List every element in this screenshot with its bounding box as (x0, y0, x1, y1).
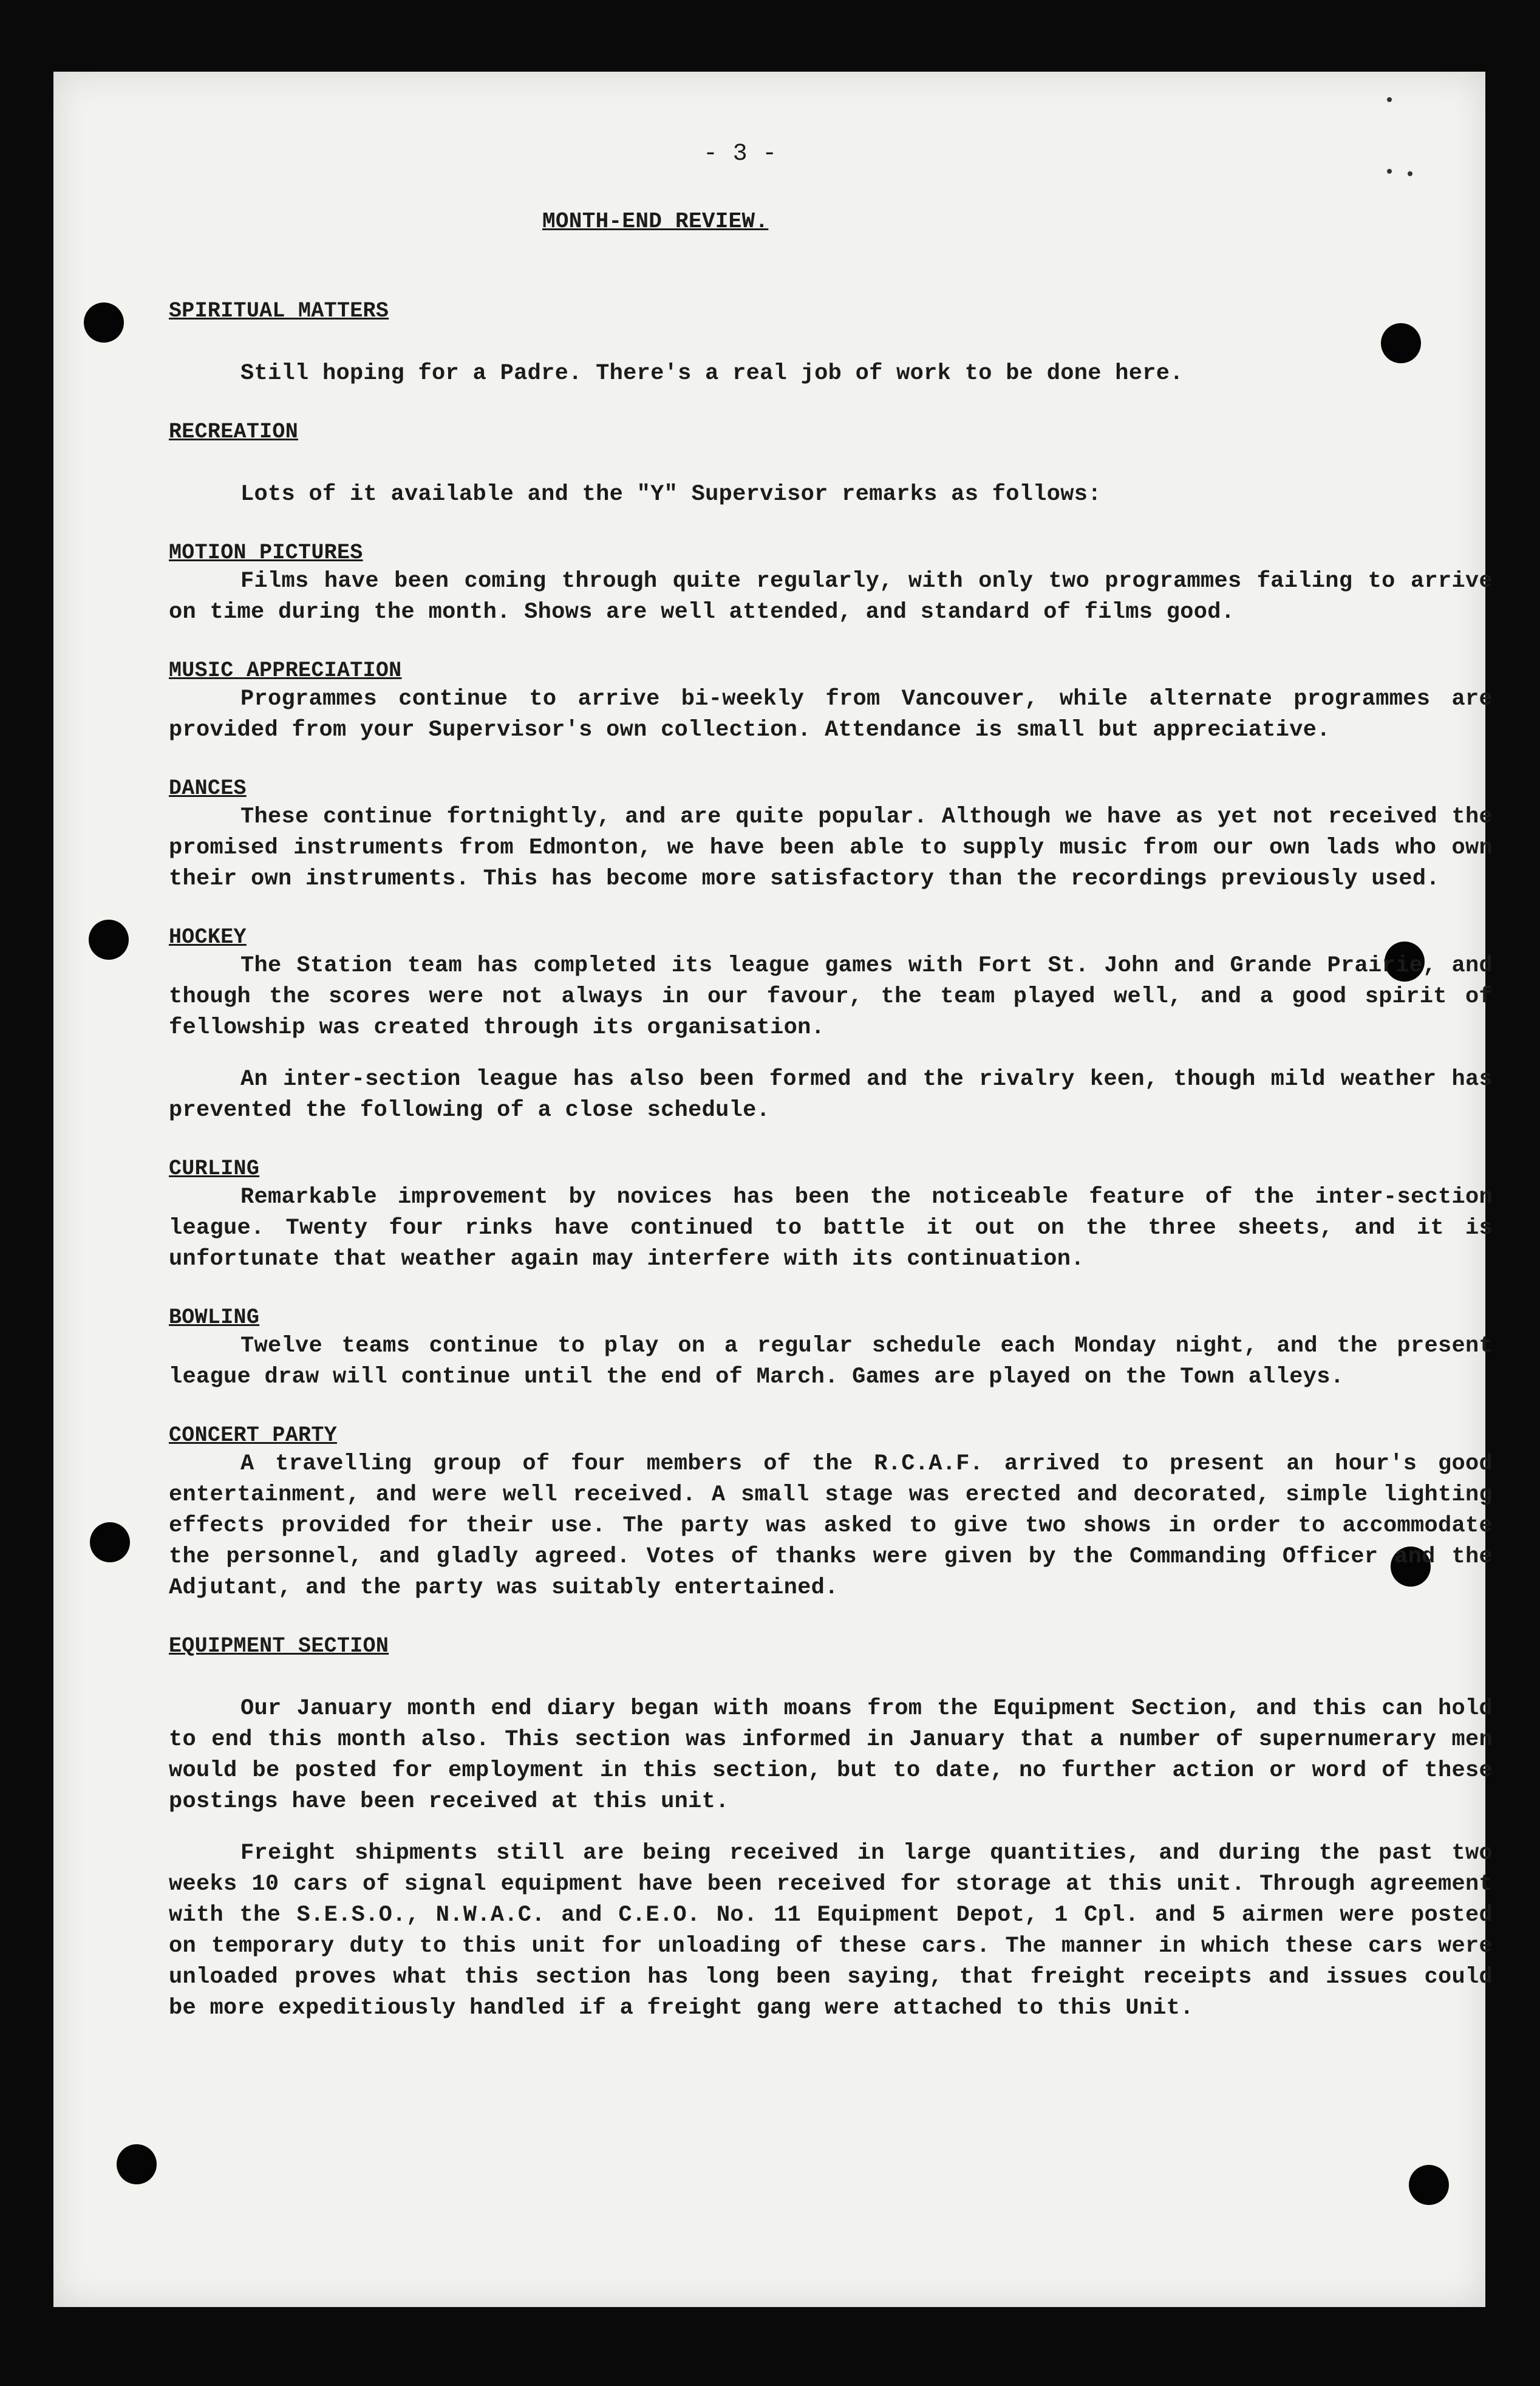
section-paragraph: The Station team has completed its league games with Fort St. John and Grande Prairie, and though the scores were not always in our favour, the team played well, and a good spirit of fellowship was created through its organisation. (169, 953, 1493, 1041)
section-paragraph: These continue fortnightly, and are quite popular. Although we have as yet not received the promised instruments from Edmonton, we have been able to supply music from our own lads who own their own instruments. This has become more satisfactory than the recordings previously used. (169, 804, 1493, 892)
punch-hole (84, 303, 124, 343)
section-paragraph: Twelve teams continue to play on a regular schedule each Monday night, and the present league draw will continue until the end of March. Games are played on the Town alleys. (169, 1333, 1493, 1390)
section-bowling (169, 1304, 1493, 1393)
section-curling (169, 1155, 1493, 1275)
section-paragraph: Remarkable improvement by novices has been the noticeable feature of the inter-section league. Twenty four rinks have continued to battle it out on the three sheets, and it is unfortunate that weather again may interfere with its continuation. (169, 1184, 1493, 1272)
section-heading: EQUIPMENT SECTION (169, 1634, 389, 1658)
section-recreation (169, 419, 1493, 510)
page-number: - 3 - (703, 140, 777, 168)
document-page (53, 72, 1493, 2307)
section-paragraph: Lots of it available and the "Y" Supervisor remarks as follows: (240, 482, 1102, 507)
punch-hole (90, 1522, 130, 1562)
section-heading: DANCES (169, 776, 247, 801)
section-music-appreciation (169, 657, 1493, 746)
scan-speck (1387, 97, 1392, 102)
document-title: MONTH-END REVIEW. (542, 209, 769, 234)
punch-hole (1409, 2165, 1449, 2205)
section-paragraph: Freight shipments still are being received in large quantities, and during the past two weeks 10 cars of signal equipment have been received for storage at this unit. Through agreement with the S.E.S.O., N.W.A.C. and C.E.O. No. 11 Equipment Depot, 1 Cpl. and 5 airmen were posted on temporary duty to this unit for unloading of these cars. The manner in which these cars were unloaded proves what this section has long been saying, that freight receipts and issues could be more expeditiously handled if a freight gang were attached to this Unit. (169, 1841, 1493, 2021)
section-spiritual-matters (169, 298, 1493, 389)
section-paragraph: Our January month end diary began with moans from the Equipment Section, and this can hold to end this month also. This section was informed in January that a number of supernumerary men would be posted for employment in this section, but to date, no further action or word of these postings have been received at this unit. (169, 1696, 1493, 1814)
section-heading: MUSIC APPRECIATION (169, 658, 402, 683)
punch-hole (117, 2144, 157, 2184)
section-paragraph: An inter-section league has also been formed and the rivalry keen, though mild weather has prevented the following of a close schedule. (169, 1067, 1493, 1123)
section-heading: BOWLING (169, 1305, 260, 1330)
section-paragraph: Still hoping for a Padre. There's a real job of work to be done here. (240, 361, 1184, 386)
section-paragraph: Films have been coming through quite regularly, with only two programmes failing to arrive on time during the month. Shows are well attended, and standard of films good. (169, 569, 1493, 625)
document-body (169, 138, 1493, 2053)
section-motion-pictures (169, 539, 1493, 628)
section-heading: MOTION PICTURES (169, 541, 363, 565)
section-paragraph: Programmes continue to arrive bi-weekly from Vancouver, while alternate programmes are provided from your Supervisor's own collection. Attendance is small but appreciative. (169, 686, 1493, 743)
section-heading: RECREATION (169, 420, 299, 444)
section-heading: SPIRITUAL MATTERS (169, 299, 389, 323)
section-equipment-section (169, 1633, 1493, 2024)
punch-hole (89, 920, 129, 960)
section-hockey (169, 924, 1493, 1126)
section-heading: CURLING (169, 1157, 260, 1181)
section-concert-party (169, 1422, 1493, 1604)
section-paragraph: A travelling group of four members of the R.C.A.F. arrived to present an hour's good entertainment, and were well received. A small stage was erected and decorated, simple lighting effects provided for their use. The party was asked to give two shows in order to accommodate the personnel, and gladly agreed. Votes of thanks were given by the Commanding Officer and the Adjutant, and the party was suitably entertained. (169, 1451, 1493, 1601)
section-dances (169, 775, 1493, 895)
section-heading: HOCKEY (169, 925, 247, 949)
section-heading: CONCERT PARTY (169, 1423, 337, 1448)
